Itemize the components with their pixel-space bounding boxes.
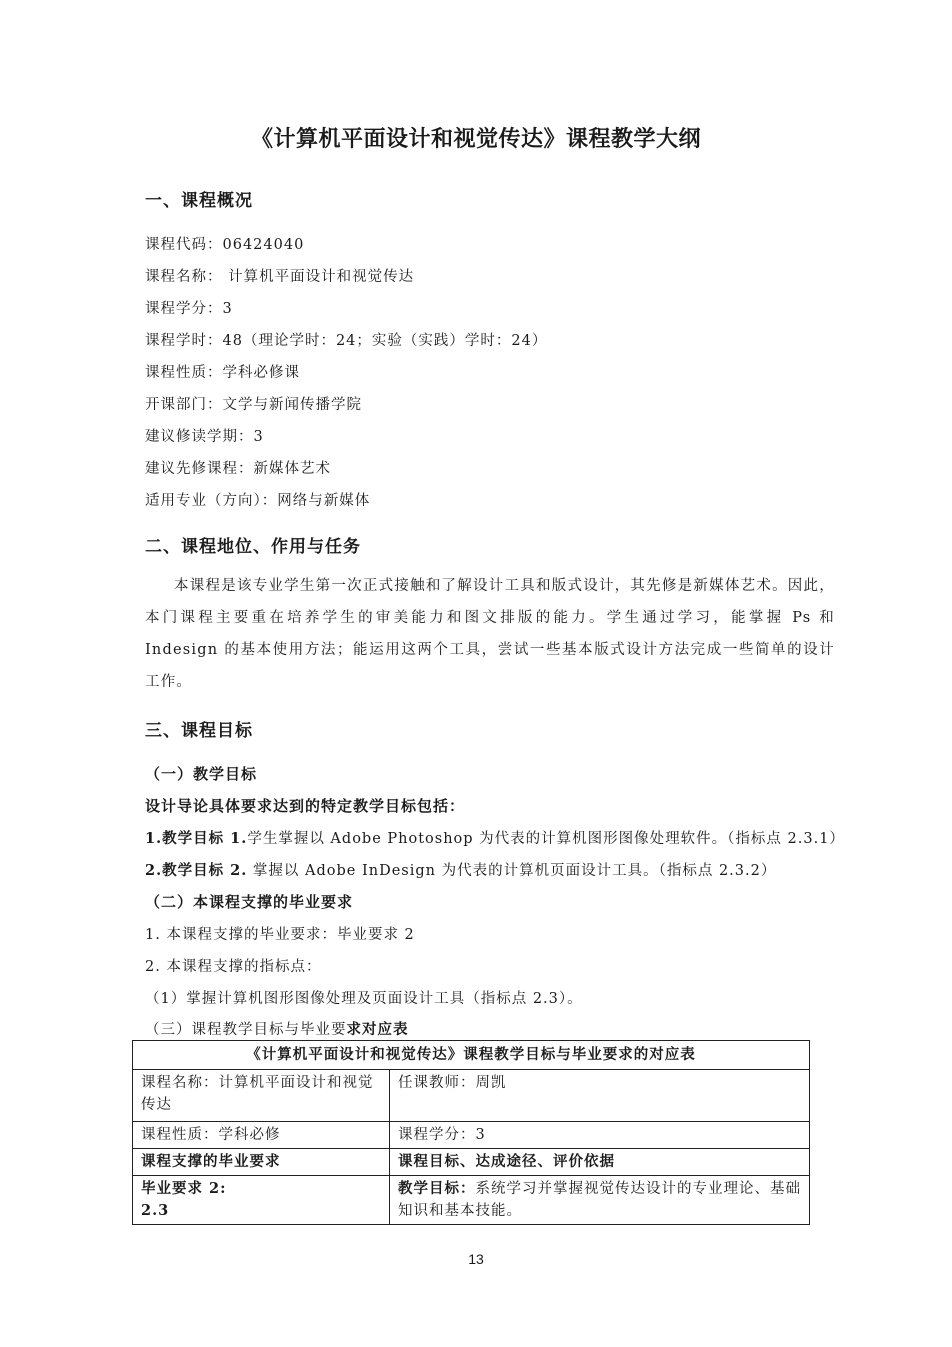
cell-course-credit: 课程学分：3 — [390, 1122, 810, 1149]
requirement-1: 1. 本课程支撑的毕业要求：毕业要求 2 — [145, 927, 415, 943]
section2-heading: 二、课程地位、作用与任务 — [145, 537, 361, 557]
section1-heading: 一、课程概况 — [145, 191, 253, 211]
section2-paragraph: 本课程是该专业学生第一次正式接触和了解设计工具和版式设计，其先修是新媒体艺术。因此，本门课程主要重在培养学生的审美能力和图文排版的能力。学生通过学习，能掌握 Ps 和 Indesign 的基本使用方法；能运用这两个工具，尝试一些基本版式设计方法完成一些简单的设计工作。 — [145, 578, 835, 690]
course-credit: 课程学分：3 — [145, 301, 233, 317]
header-course-goals: 课程目标、达成途径、评价依据 — [390, 1149, 810, 1176]
cell-course-name: 课程名称：计算机平面设计和视觉传达 — [133, 1070, 390, 1122]
requirement-label: 毕业要求 2: — [141, 1180, 227, 1197]
goal-1 — [145, 827, 845, 848]
subsection-mapping-bold: 求对应表 — [346, 1021, 409, 1038]
goals-intro: 设计导论具体要求达到的特定教学目标包括： — [145, 797, 466, 815]
goal-1-text: 学生掌握以 Adobe Photoshop 为代表的计算机图形图像处理软件。（指标点 2.3.1） — [247, 831, 845, 847]
cell-requirement — [133, 1176, 390, 1225]
applicable-major: 适用专业（方向）：网络与新媒体 — [145, 493, 371, 509]
course-code: 课程代码：06424040 — [145, 237, 305, 253]
cell-goal — [390, 1176, 810, 1225]
subsection-mapping-plain: （三）课程教学目标与毕业要 — [145, 1022, 347, 1038]
requirement-value: 2.3 — [141, 1202, 170, 1219]
suggested-semester: 建议修读学期：3 — [145, 429, 264, 445]
mapping-table — [132, 1040, 810, 1225]
course-nature: 课程性质：学科必修课 — [145, 365, 300, 381]
goal-1-label: 1.教学目标 1. — [145, 830, 248, 847]
prerequisite-course: 建议先修课程：新媒体艺术 — [145, 461, 331, 477]
section3-heading: 三、课程目标 — [145, 721, 253, 741]
goal-label: 教学目标： — [398, 1180, 476, 1197]
goal-2-label: 2.教学目标 2. — [145, 862, 248, 879]
page-title: 《计算机平面设计和视觉传达》课程教学大纲 — [250, 126, 701, 152]
goal-text: 系统学习并掌握视觉传达设计的专业理论、基础知识和基本技能。 — [398, 1181, 801, 1219]
offering-department: 开课部门：文学与新闻传播学院 — [145, 397, 362, 413]
table-caption: 《计算机平面设计和视觉传达》课程教学目标与毕业要求的对应表 — [133, 1041, 810, 1070]
subsection-teaching-goals: （一）教学目标 — [145, 765, 258, 783]
goal-2 — [145, 859, 776, 880]
goal-2-text: 掌握以 Adobe InDesign 为代表的计算机页面设计工具。（指标点 2.3.2） — [247, 863, 777, 879]
cell-teacher: 任课教师：周凯 — [390, 1070, 810, 1122]
cell-course-nature: 课程性质：学科必修 — [133, 1122, 390, 1149]
subsection-mapping-table — [145, 1018, 409, 1039]
page-number: 13 — [468, 1251, 484, 1267]
requirement-2: 2. 本课程支撑的指标点： — [145, 959, 322, 975]
requirement-3: （1）掌握计算机图形图像处理及页面设计工具（指标点 2.3）。 — [145, 991, 583, 1007]
header-graduation-requirement: 课程支撑的毕业要求 — [133, 1149, 390, 1176]
subsection-graduation-requirements: （二）本课程支撑的毕业要求 — [145, 893, 354, 911]
course-hours: 课程学时：48（理论学时：24；实验（实践）学时：24） — [145, 333, 548, 349]
course-name: 课程名称： 计算机平面设计和视觉传达 — [145, 269, 415, 285]
